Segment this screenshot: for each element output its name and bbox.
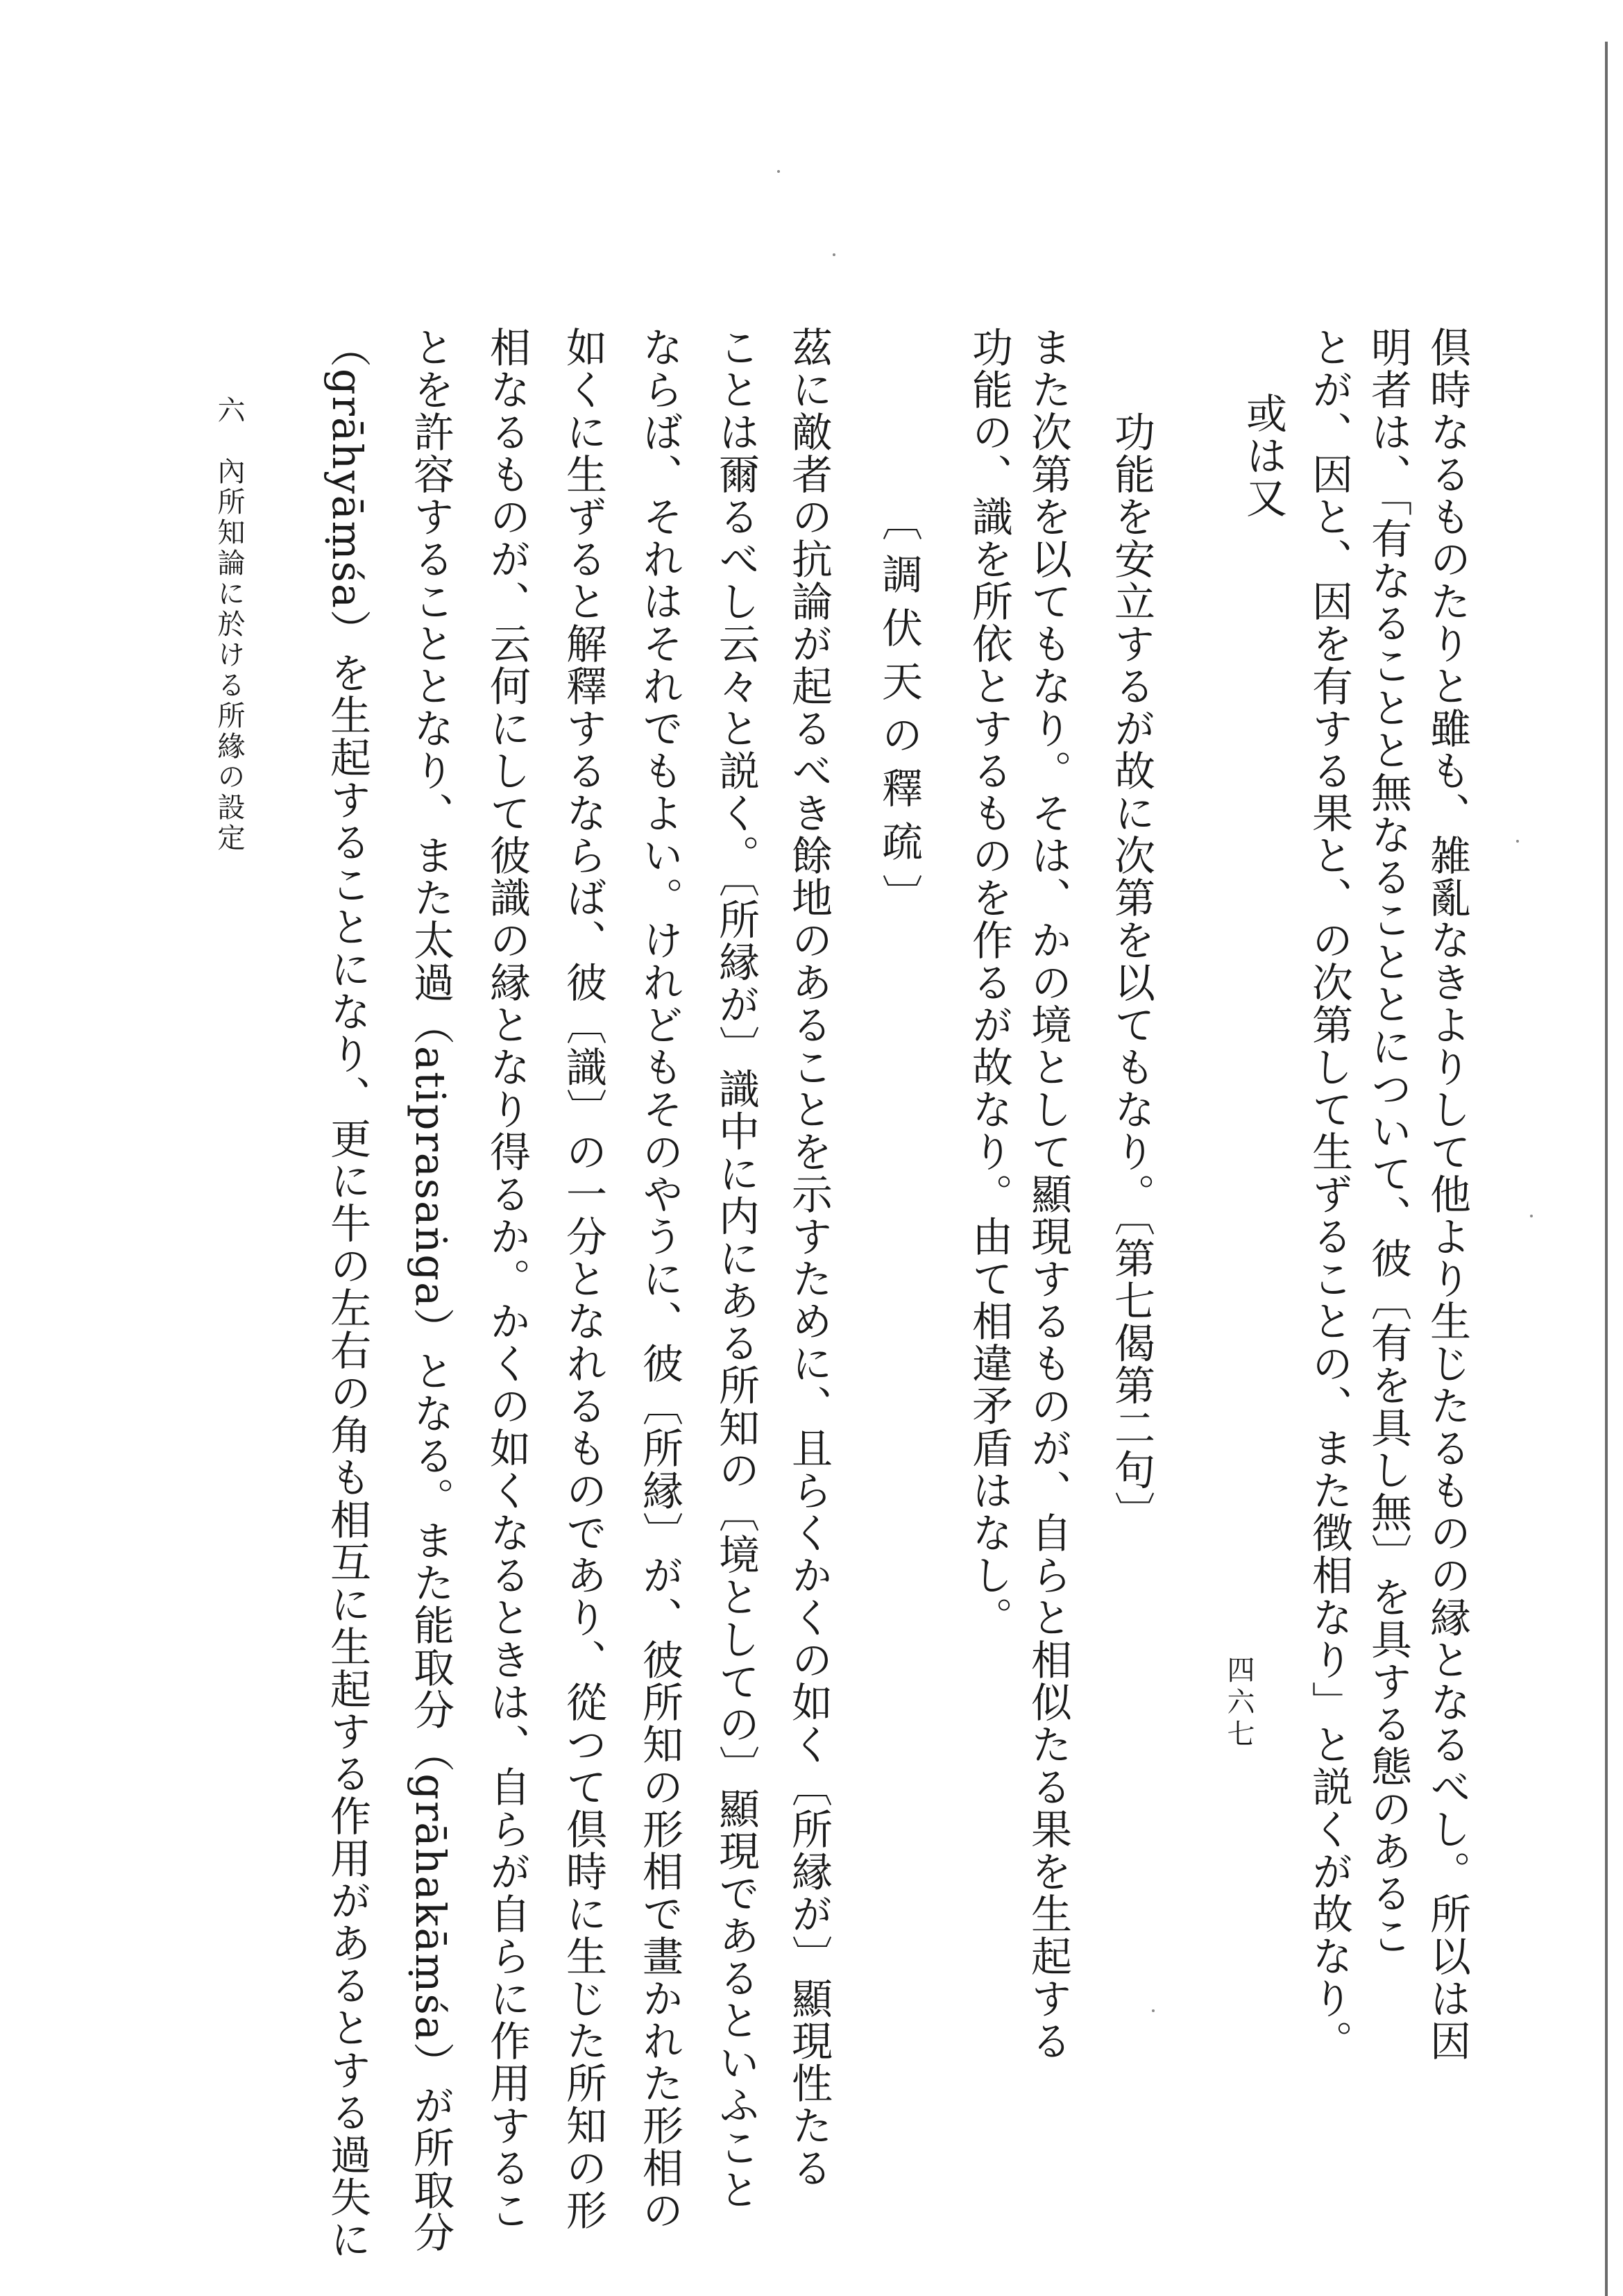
verse-line: 功能を安立するが故に次第を以てもなり。〔第七偈第二句〕: [1107, 326, 1155, 1534]
body-line-9: 茲に敵者の抗論が起るべき餘地のあることを示すために、且らくかくの如く〔所縁が〕顯現性たる: [785, 326, 833, 2189]
section-heading: 〔調伏天の釋疏〕: [875, 500, 923, 927]
body-line-3: とが、因と、因を有する果と、の次第して生ずることの、また徴相なり」と説くが故なり。: [1305, 326, 1353, 2062]
body-line-1: 倶時なるものたりと雖も、雑亂なきよりして他より生じたるものの縁となるべし。所以は因: [1423, 326, 1471, 2062]
scan-edge-line: [1605, 42, 1608, 2296]
body-line-14: とを許容することとなり、また太過（atiprasaṅga）となる。また能取分（grāhakāṃśa）が所取分: [407, 326, 454, 2254]
scan-speck: [833, 253, 835, 256]
body-line-7: 功能の、識を所依とするものを作るが故なり。由て相違矛盾はなし。: [965, 326, 1013, 1639]
scan-speck: [1530, 1215, 1533, 1217]
body-line-12: 如くに生ずると解釋するならば、彼〔識〕の一分となれるものであり、從つて倶時に生じた所知の形: [559, 326, 607, 2231]
page-number: 四六七: [1223, 1655, 1255, 1751]
scan-speck: [777, 170, 780, 173]
scan-speck: [1152, 2009, 1155, 2012]
body-line-13: 相なるものが、云何にして彼識の縁となり得るか。かくの如くなるときは、自らが自らに作用するこ: [483, 326, 531, 2231]
running-footer-title: 六 內所知論に於ける所緣の設定: [213, 396, 245, 854]
body-line-10: ことは爾るべし云々と説く。〔所縁が〕識中に内にある所知の〔境としての〕顯現であるといふこと: [712, 326, 760, 2211]
body-line-6: また次第を以てもなり。そは、かの境として顯現するものが、自らと相似たる果を生起する: [1024, 326, 1072, 2062]
scan-speck: [1516, 840, 1519, 843]
body-line-15: （grāhyāṃśa）を生起することになり、更に牛の左右の角も相互に生起する作用があるとする過失に: [323, 326, 371, 2261]
body-line-11: ならば、それはそれでもよい。けれどもそのやうに、彼〔所縁〕が、彼所知の形相で畫かれた形相の: [636, 326, 683, 2231]
body-line-4: 或は又: [1239, 392, 1287, 519]
body-line-2: 明者は、「有なることと無なることとについて、彼〔有を具し無〕を具する態のあるこ: [1364, 326, 1412, 1957]
